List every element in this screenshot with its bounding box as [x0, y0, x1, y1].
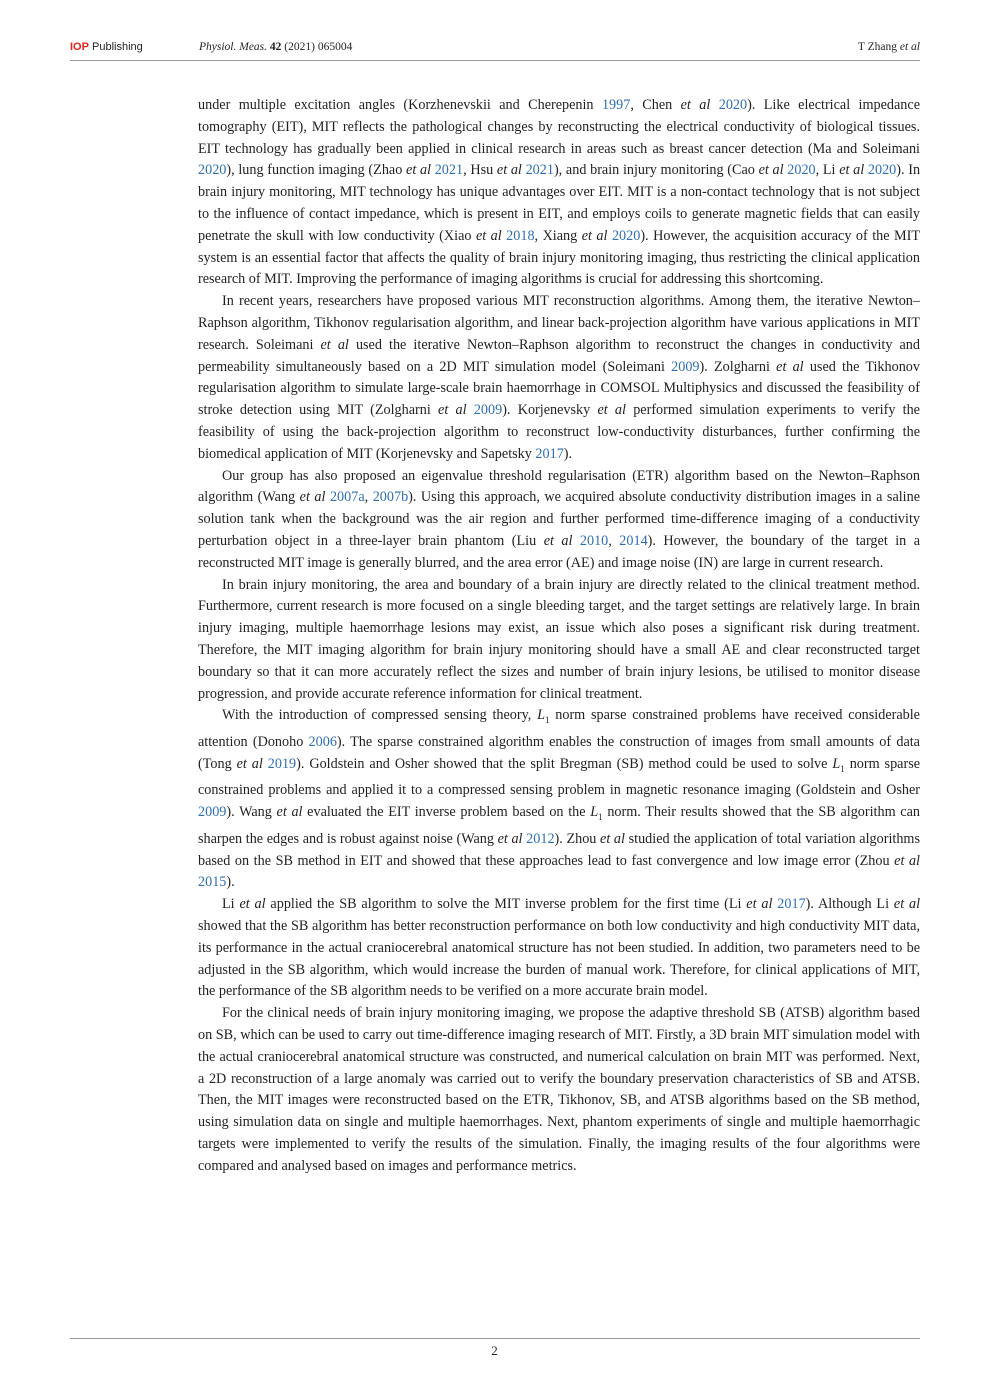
text-run: showed that the SB algorithm has better reconstruction performance on both low conductivity and high conductivity MIT data, its performance in the actual craniocerebral anatomical structure has not been studied. In addition, two parameters need to be adjusted in the SB algorithm, which would increase the burden of manual work. Therefore, for clinical applications of MIT, the performance of the SB algorithm needs to be verified on a more accurate brain model.	[198, 917, 920, 1000]
text-run: , Hsu	[463, 162, 497, 179]
text-run: ,	[608, 532, 620, 549]
italic-text: et al	[894, 852, 920, 869]
running-header	[70, 38, 920, 61]
italic-text: et al	[839, 162, 865, 179]
text-run: , Li	[815, 162, 840, 179]
text-run: applied the SB algorithm to solve the MIT inverse problem for the first time (Li	[265, 896, 747, 913]
subscript: 1	[840, 763, 845, 774]
italic-text: et al	[758, 162, 784, 179]
reference-link[interactable]: 2009	[198, 804, 227, 821]
text-run: ). Zolgharni	[699, 358, 777, 375]
text-run: ,	[364, 489, 373, 506]
italic-text: L	[832, 755, 841, 772]
italic-text: et al	[893, 896, 921, 913]
publisher-logo	[70, 41, 143, 53]
reference-link[interactable]: 2015	[198, 874, 227, 891]
reference-link[interactable]: 1997	[601, 97, 631, 113]
italic-text: et al	[680, 97, 711, 113]
italic-text: et al	[475, 227, 502, 244]
text-run: In brain injury monitoring, the area and boundary of a brain injury are directly related to the clinical treatment method. Furthermore, current research is more focused on a single bleeding target, and the target settings are relatively large. In brain injury imaging, multiple haemorrhage lesions may exist, an issue which also poses a significant risk during treatment. Therefore, the MIT imaging algorithm for brain injury monitoring should have a small AE and clear reconstructed target boundary so that it can more accurately reflect the sizes and number of brain injury lesions, be utilised to monitor disease progression, and provide accurate reference information for clinical treatment.	[198, 576, 920, 702]
text-run: studied the application of total variation algorithms based on the SB method in EIT and showed that these approaches lead to fast convergence and low image error (Zhou	[198, 830, 920, 869]
text-run: under multiple excitation angles (Korzhenevskii and Cherepenin	[198, 97, 602, 113]
paragraph	[198, 291, 920, 465]
reference-link[interactable]: 2012	[526, 830, 555, 847]
text-run: Our group has also proposed an eigenvalue threshold regularisation (ETR) algorithm based on the Newton–Raphson algorithm (Wang	[198, 467, 920, 506]
italic-text: et al	[299, 489, 326, 506]
text-run: For the clinical needs of brain injury monitoring imaging, we propose the adaptive threshold SB (ATSB) algorithm based on SB, which can be used to carry out time-difference imaging research of MIT. Firstly, a 3D brain MIT simulation model with the actual craniocerebral anatomical structure was constructed, and numerical calculation on brain MIT was performed. Next, a 2D reconstruction of a large anomaly was carried out to verify the boundary preservation characteristics of SB and ATSB. Then, the MIT images were reconstructed based on the ETR, Tikhonov, SB, and ATSB algorithms based on the SB method, using simulation data on single and multiple haemorrhages. Next, phantom experiments of single and multiple haemorrhagic targets were implemented to verify the results of the simulation. Finally, the imaging results of the four algorithms were compared and analysed based on images and performance metrics.	[198, 1005, 920, 1174]
paragraph	[198, 95, 920, 291]
footer-rule	[70, 1338, 920, 1339]
paragraph	[198, 894, 920, 1003]
italic-text: et al	[438, 402, 467, 419]
italic-text: L	[590, 804, 599, 821]
text-run	[467, 402, 474, 418]
text-run: ). However, the acquisition accuracy of the MIT system is an essential factor that affects the quality of brain injury monitoring imaging, thus restricting the clinical application research of MIT. Improving the performance of imaging algorithms is crucial for addressing this shortcoming.	[198, 227, 921, 288]
page-number: 2	[491, 1343, 498, 1358]
text-run	[710, 97, 718, 113]
text-run: norm sparse constrained problems and applied it to a compressed sensing problem in magnetic resonance imaging (Goldstein and Osher	[198, 755, 921, 799]
journal-volume: 42	[269, 41, 282, 53]
text-run: ). Like electrical impedance tomography (EIT), MIT reflects the pathological changes by reconstructing the electrical conductivity of biological tissues. EIT technology has gradually been applied in clinical research in areas such as breast cancer detection (Ma and Soleimani	[198, 97, 920, 157]
reference-link[interactable]: 2020	[611, 227, 641, 244]
text-run: ), and brain injury monitoring (Cao	[553, 162, 759, 179]
author-name: T Zhang	[857, 41, 897, 53]
italic-text: et al	[239, 896, 266, 913]
reference-link[interactable]: 2017	[777, 896, 806, 913]
paragraph	[198, 1003, 920, 1177]
italic-text: et al	[496, 162, 522, 179]
reference-link[interactable]: 2020	[867, 162, 897, 179]
italic-text: L	[537, 707, 545, 724]
reference-link[interactable]: 2020	[787, 162, 816, 179]
text-run: , Chen	[630, 97, 681, 113]
text-run: ). The sparse constrained algorithm enables the construction of images from small amounts of data (Tong	[198, 733, 920, 772]
reference-link[interactable]: 2007a	[329, 489, 365, 506]
reference-link[interactable]: 2020	[718, 97, 748, 113]
text-run	[572, 533, 579, 549]
text-run: ). In brain injury monitoring, MIT technology has unique advantages over EIT. MIT is a non-contact technology that is not subject to the influence of contact impedance, which is present in EIT, and employs coils to generate magnetic fields that can easily penetrate the skull with low conductivity (Xiao	[198, 162, 921, 244]
text-run: ). Wang	[226, 804, 277, 821]
subscript: 1	[598, 811, 603, 822]
reference-link[interactable]: 2009	[671, 358, 700, 375]
italic-text: et al	[497, 830, 523, 847]
publisher-brand: IOP	[70, 41, 89, 53]
publisher-word: Publishing	[92, 41, 143, 53]
text-run: ). However, the boundary of the target in a reconstructed MIT image is generally blurred, and the area error (AE) and image noise (IN) are large in current research.	[198, 532, 921, 571]
reference-link[interactable]: 2014	[619, 532, 648, 549]
italic-text: et al	[776, 358, 804, 375]
italic-text: et al	[406, 162, 431, 179]
text-run: ).	[226, 874, 235, 891]
reference-link[interactable]: 2006	[308, 733, 337, 750]
text-run: ), lung function imaging (Zhao	[226, 162, 407, 179]
text-run: ). Although Li	[805, 896, 894, 913]
text-run: norm. Their results showed that the SB algorithm can sharpen the edges and is robust against noise (Wang	[198, 804, 920, 847]
reference-link[interactable]: 2020	[198, 162, 227, 179]
text-run: evaluated the EIT inverse problem based on the	[302, 804, 591, 821]
paragraph	[198, 575, 920, 706]
text-run: ). Zhou	[554, 830, 601, 847]
reference-link[interactable]: 2021	[525, 162, 554, 179]
text-run: performed simulation experiments to verify the feasibility of using the back-projection algorithm to reconstruct low-conductivity disturbances, further confirming the biomedical application of MIT (Korjenevsky and Sapetsky	[198, 402, 920, 462]
reference-link[interactable]: 2019	[267, 755, 297, 772]
italic-text: et al	[236, 755, 263, 772]
paragraph	[198, 705, 920, 894]
italic-text: et al	[276, 804, 303, 821]
journal-abbrev: Physiol. Meas.	[199, 41, 268, 53]
reference-link[interactable]: 2018	[506, 227, 535, 244]
text-run: With the introduction of compressed sensing theory,	[222, 707, 538, 724]
article-body	[198, 95, 920, 1178]
italic-text: et al	[543, 532, 573, 549]
running-author	[858, 41, 920, 53]
text-run: , Xiang	[534, 227, 582, 244]
italic-text: et al	[320, 336, 349, 353]
journal-citation	[199, 41, 352, 53]
reference-link[interactable]: 2009	[473, 402, 503, 419]
text-run: norm sparse constrained problems have received considerable attention (Donoho	[198, 707, 920, 750]
reference-link[interactable]: 2007b	[372, 489, 409, 506]
reference-link[interactable]: 2017	[535, 445, 564, 462]
paragraph	[198, 466, 920, 575]
italic-text: et al	[746, 896, 773, 913]
text-run: Li	[222, 896, 240, 913]
italic-text: et al	[600, 830, 625, 847]
text-run: In recent years, researchers have proposed various MIT reconstruction algorithms. Among them, the iterative Newton–Raphson algorithm, Tikhonov regularisation algorithm, and linear back-projection algorithm have various applications in MIT research. Soleimani	[198, 293, 920, 353]
text-run: used the Tikhonov regularisation algorithm to simulate large-scale brain haemorrhage in COMSOL Multiphysics and discussed the feasibility of stroke detection using MIT (Zolgharni	[198, 358, 920, 419]
journal-year-article: (2021) 065004	[284, 41, 353, 53]
author-etal: et al	[899, 41, 920, 53]
text-run: ). Korjenevsky	[502, 402, 598, 419]
subscript: 1	[544, 715, 550, 726]
text-run: ). Using this approach, we acquired absolute conductivity distribution images in a saline solution tank when the background was the air region and further performed time-difference imaging of a conductivity perturbation object in a three-layer brain phantom (Liu	[198, 489, 921, 549]
italic-text: et al	[581, 227, 608, 244]
text-run: used the iterative Newton–Raphson algorithm to reconstruct the changes in conductivity and permeability simultaneously based on a 2D MIT simulation model (Soleimani	[198, 336, 920, 375]
italic-text: et al	[597, 402, 626, 419]
text-run: ).	[563, 445, 573, 462]
text-run: ). Goldstein and Osher showed that the split Bregman (SB) method could be used to solve	[296, 755, 833, 772]
reference-link[interactable]: 2010	[579, 532, 609, 549]
reference-link[interactable]: 2021	[434, 162, 464, 179]
